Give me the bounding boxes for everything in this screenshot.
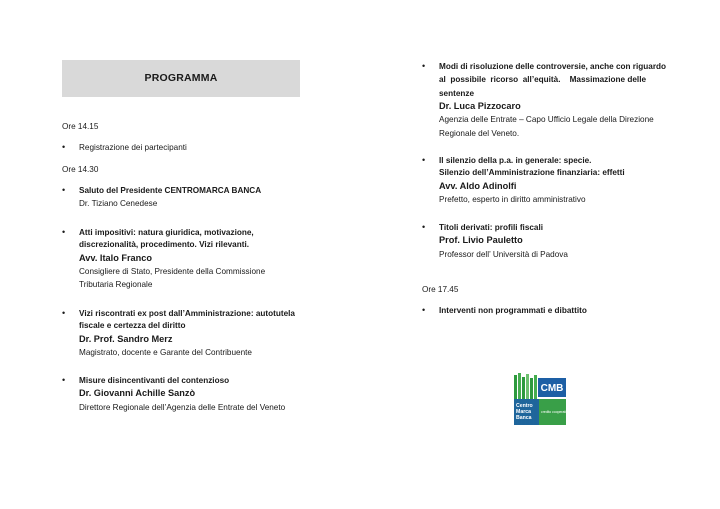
bullet-icon: • <box>422 61 426 71</box>
bullet-icon: • <box>422 222 426 232</box>
cmb-logo <box>513 372 570 425</box>
registration-text: Registrazione dei partecipanti <box>79 143 187 152</box>
item-desc: Professor dell’ Università di Padova <box>439 249 568 259</box>
item-title-line: Interventi non programmati e dibattito <box>439 306 587 315</box>
item-title-line: sentenze <box>439 88 475 98</box>
item-title-line: Misure disincentivanti del contenzioso <box>79 376 230 385</box>
speaker-name: Dr. Giovanni Achille Sanzò <box>79 388 196 399</box>
logo-line3: Banca <box>516 415 532 421</box>
speaker-name: Dr. Prof. Sandro Merz <box>79 333 173 344</box>
bullet-icon: • <box>422 155 426 165</box>
item-desc: Direttore Regionale dell’Agenzia delle Entrate del Veneto <box>79 402 286 412</box>
item-title-line: al possibile ricorso all’equità. Massimazione delle <box>439 75 647 85</box>
item-title-line: Silenzio dell’Amministrazione finanziaria: effetti <box>439 168 625 178</box>
time-1415: Ore 14.15 <box>62 122 99 131</box>
logo-line2: Marca <box>516 409 531 415</box>
speaker-name: Avv. Italo Franco <box>79 252 153 263</box>
logo-abbr: CMB <box>540 383 564 394</box>
item-title-line: Vizi riscontrati ex post dall’Amministrazione: autotutela <box>79 309 295 318</box>
item-title-line: fiscale e certezza del diritto <box>79 321 186 331</box>
speaker-name: Dr. Luca Pizzocaro <box>439 100 521 111</box>
item-title: Saluto del Presidente CENTROMARCA BANCA <box>79 186 262 195</box>
item-title-line: Il silenzio della p.a. in generale: specie. <box>439 156 592 165</box>
item-desc: Regionale del Veneto. <box>439 128 520 138</box>
speaker-name: Prof. Livio Pauletto <box>439 235 523 246</box>
bullet-icon: • <box>62 227 66 237</box>
cmb-logo-icon <box>513 372 570 425</box>
item-desc: Magistrato, docente e Garante del Contribuente <box>79 348 252 357</box>
bullet-icon: • <box>62 375 66 385</box>
item-desc: Prefetto, esperto in diritto amministrativo <box>439 195 586 204</box>
item-desc: Tributaria Regionale <box>79 280 153 290</box>
bullet-icon: • <box>422 305 426 315</box>
bullet-icon: • <box>62 308 66 318</box>
bullet-icon: • <box>62 142 66 152</box>
item-title-line: discrezionalità, procedimento. Vizi rilevanti. <box>79 240 250 250</box>
program-header <box>62 60 300 97</box>
bullet-icon: • <box>62 185 66 195</box>
time-1430: Ore 14.30 <box>62 165 99 174</box>
time-1745: Ore 17.45 <box>422 285 459 294</box>
logo-sub: credito cooperativo <box>541 410 570 414</box>
item-title-line: Modi di risoluzione delle controversie, anche con riguardo <box>439 62 667 71</box>
item-title-line: Atti impositivi: natura giuridica, motivazione, <box>79 228 254 237</box>
item-title-line: Titoli derivati: profili fiscali <box>439 223 544 232</box>
item-desc: Agenzia delle Entrate – Capo Ufficio Legale della Direzione <box>439 115 654 125</box>
logo-line1: Centro <box>516 403 533 409</box>
item-desc: Dr. Tiziano Cenedese <box>79 199 158 209</box>
item-desc: Consigliere di Stato, Presidente della Commissione <box>79 267 266 276</box>
program-title: PROGRAMMA <box>144 71 218 84</box>
speaker-name: Avv. Aldo Adinolfi <box>439 180 517 191</box>
